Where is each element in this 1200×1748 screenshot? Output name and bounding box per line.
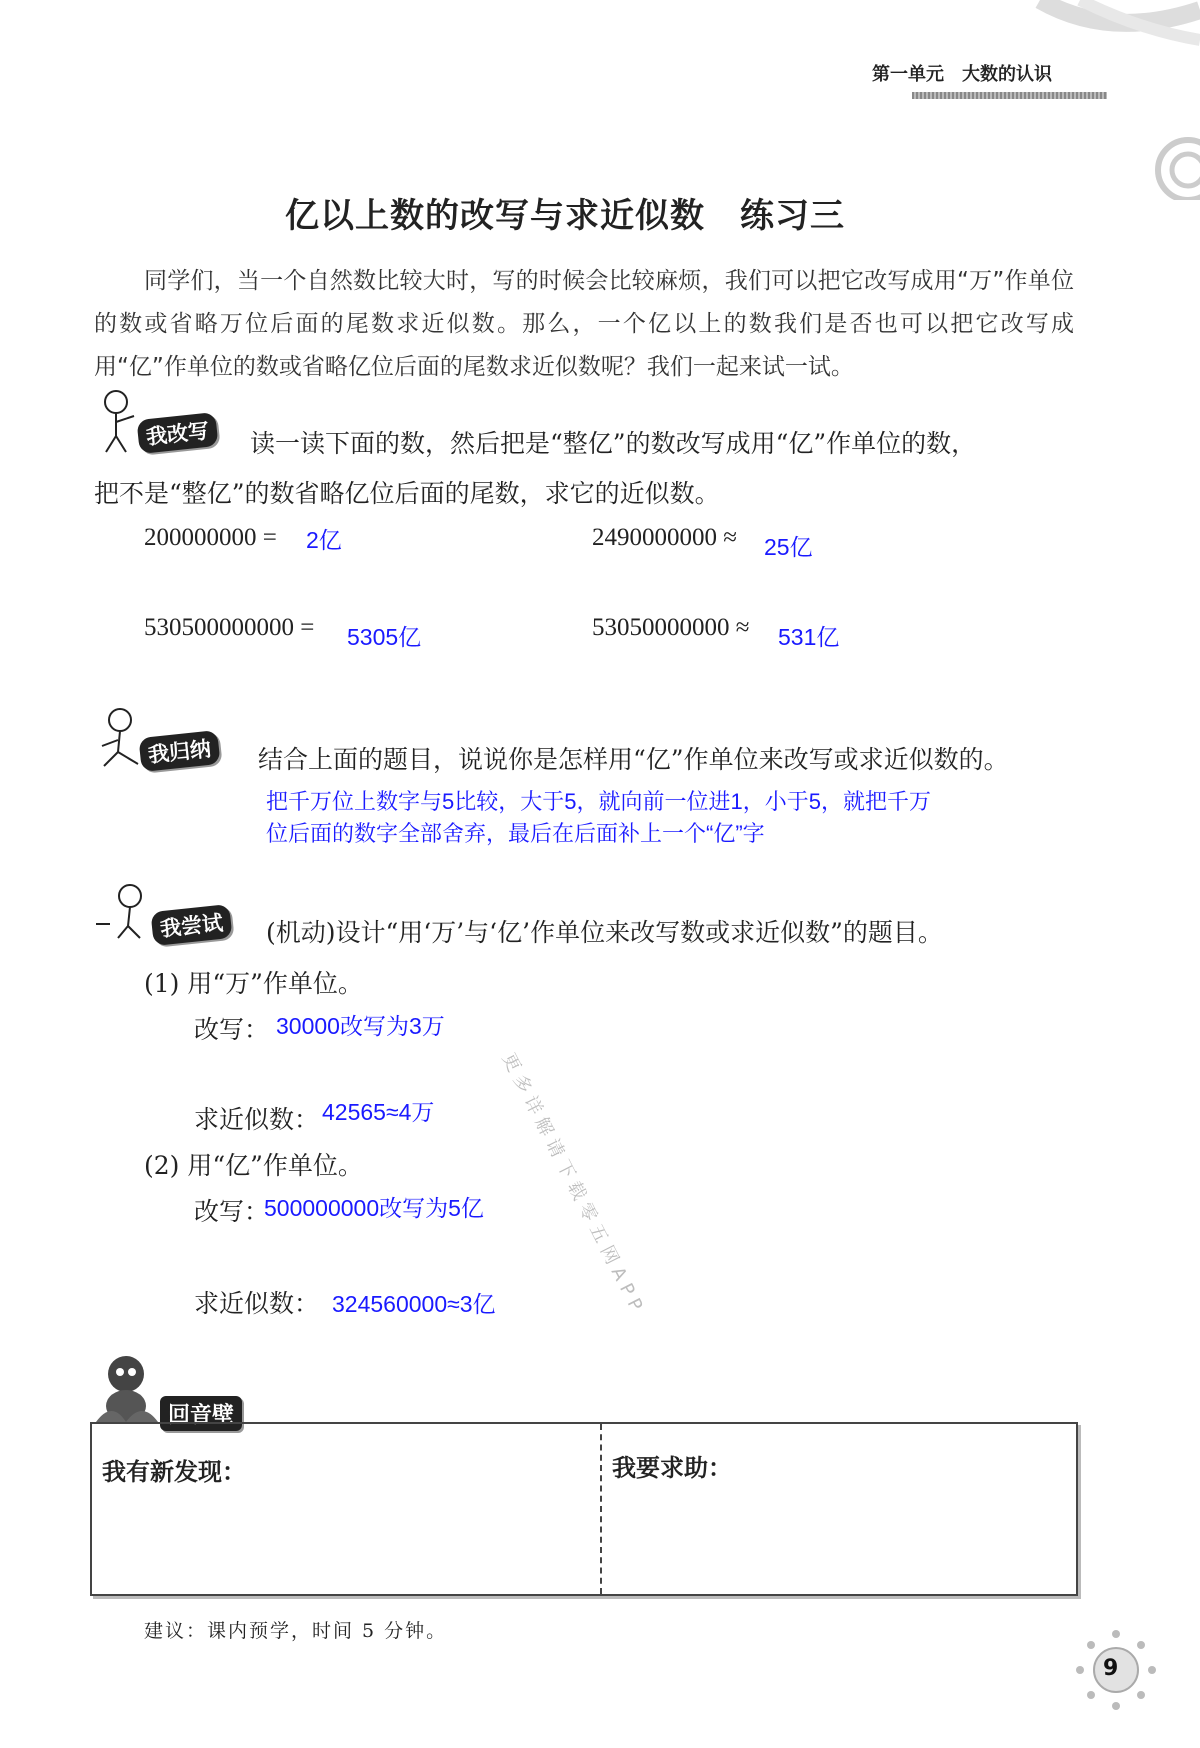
part1-approx-answer: 42565≈4万 — [322, 1099, 435, 1125]
exercise-answer-3: 5305亿 — [347, 624, 422, 650]
footer-note: 建议：课内预学，时间 5 分钟。 — [144, 1620, 448, 1642]
section-badge-rewrite: 我改写 — [136, 412, 218, 454]
intro-paragraph — [94, 260, 1074, 389]
exercise-expr-1: 200000000 = — [144, 524, 277, 551]
part2-rewrite-answer: 500000000改写为5亿 — [264, 1195, 484, 1221]
section2-answer — [266, 786, 931, 850]
echo-wall-right-label: 我要求助： — [612, 1454, 732, 1482]
echo-wall-left-label: 我有新发现： — [102, 1458, 246, 1486]
section3-instruction: (机动)设计“用‘万’与‘亿’作单位来改写数或求近似数”的题目。 — [266, 918, 943, 947]
header-bar — [912, 92, 1107, 99]
part2-label: (2) 用“亿”作单位。 — [144, 1151, 363, 1180]
cartoon-thinker-icon — [96, 880, 152, 940]
echo-wall-divider — [600, 1424, 602, 1594]
exercise-expr-2: 2490000000 ≈ — [592, 524, 737, 551]
exercise-answer-4: 531亿 — [778, 624, 840, 650]
page-number: 9 — [1103, 1656, 1119, 1681]
corner-decoration — [1020, 0, 1200, 200]
section-badge-try: 我尝试 — [150, 904, 232, 946]
page-title: 亿以上数的改写与求近似数 练习三 — [285, 196, 845, 236]
section2-answer-line2: 位后面的数字全部舍弃，最后在后面补上一个“亿”字 — [266, 821, 765, 846]
cartoon-runner-icon — [98, 706, 144, 772]
section2-answer-line1: 把千万位上数字与5比较，大于5，就向前一位进1，小于5，就把千万 — [266, 789, 931, 814]
part1-rewrite-answer: 30000改写为3万 — [276, 1013, 445, 1039]
section1-instruction-line2: 把不是“整亿”的数省略亿位后面的尾数，求它的近似数。 — [94, 479, 720, 508]
part1-rewrite-label: 改写： — [194, 1015, 270, 1044]
exercise-answer-2: 25亿 — [764, 534, 813, 560]
cartoon-kid-icon — [98, 388, 140, 454]
part2-approx-answer: 324560000≈3亿 — [332, 1291, 496, 1317]
section-badge-summarize: 我归纳 — [138, 730, 220, 772]
exercise-expr-4: 53050000000 ≈ — [592, 614, 750, 641]
part1-label: (1) 用“万”作单位。 — [144, 969, 363, 998]
echo-wall-box — [90, 1422, 1078, 1596]
section1-instruction-line1: 读一读下面的数，然后把是“整亿”的数改写成用“亿”作单位的数， — [250, 429, 977, 458]
part2-rewrite-label: 改写： — [194, 1197, 270, 1226]
exercise-answer-1: 2亿 — [306, 527, 342, 553]
intro-text: 同学们，当一个自然数比较大时，写的时候会比较麻烦，我们可以把它改写成用“万”作单位的数或省略万位后面的尾数求近似数。那么，一个亿以上的数我们是否也可以把它改写成用“亿”作单位的数或省略亿位后面的尾数求近似数呢？我们一起来试一试。 — [94, 268, 1074, 380]
exercise-expr-3: 530500000000 = — [144, 614, 315, 641]
unit-header: 第一单元 大数的认识 — [872, 64, 1052, 85]
watermark: 更多详解请下载零五网APP — [497, 1049, 650, 1320]
part2-approx-label: 求近似数： — [194, 1289, 320, 1318]
echo-wall-badge: 回音壁 — [160, 1396, 242, 1431]
monkey-mascot-icon — [92, 1352, 162, 1428]
part1-approx-label: 求近似数： — [194, 1105, 320, 1134]
section2-instruction: 结合上面的题目，说说你是怎样用“亿”作单位来改写或求近似数的。 — [258, 745, 1009, 774]
